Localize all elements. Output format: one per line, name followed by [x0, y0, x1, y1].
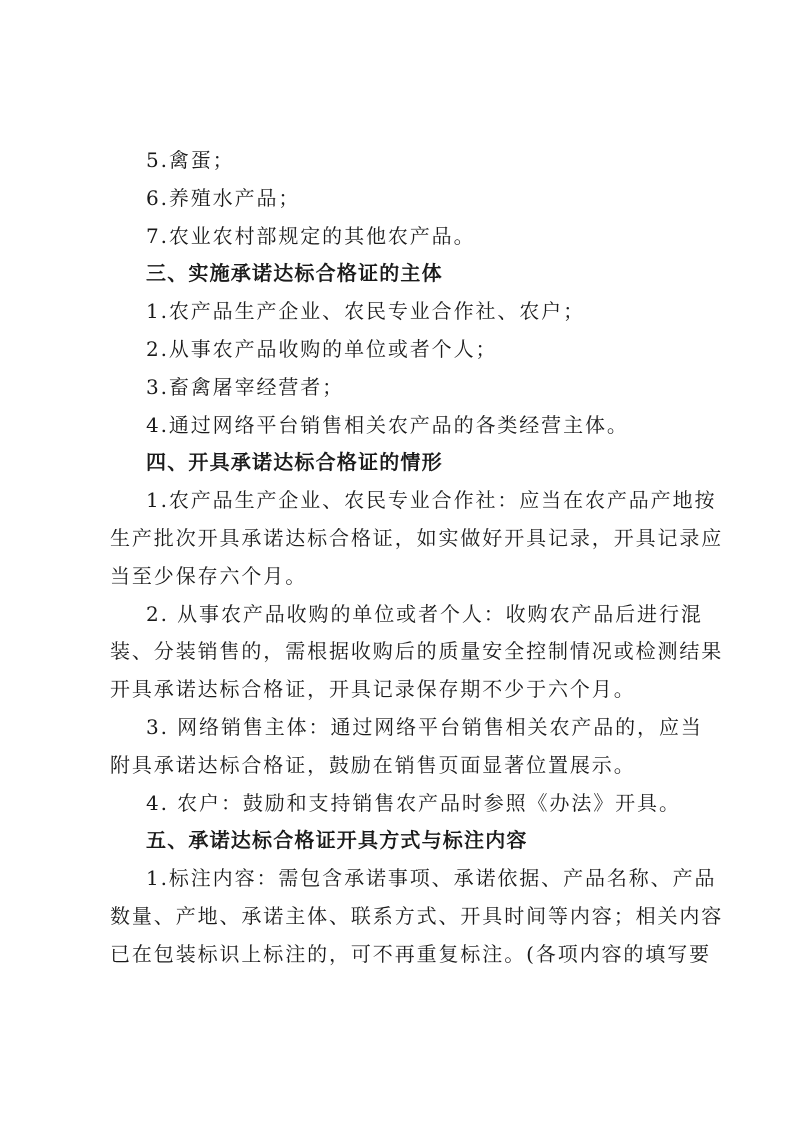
section-heading-4: 四、开具承诺达标合格证的情形 [146, 450, 443, 475]
paragraph-line: 已在包装标识上标注的，可不再重复标注。(各项内容的填写要 [110, 941, 712, 966]
list-item: 2.从事农产品收购的单位或者个人； [146, 336, 498, 361]
document-body [110, 142, 724, 974]
section-heading-3: 三、实施承诺达标合格证的主体 [146, 261, 443, 286]
paragraph-line: 当至少保存六个月。 [110, 563, 308, 588]
paragraph-line: 3. 网络销售主体：通过网络平台销售相关农产品的，应当 [146, 714, 703, 739]
paragraph-line: 附具承诺达标合格证，鼓励在销售页面显著位置展示。 [110, 752, 636, 777]
paragraph-line: 生产批次开具承诺达标合格证，如实做好开具记录，开具记录应 [110, 525, 724, 550]
paragraph-line: 装、分装销售的，需根据收购后的质量安全控制情况或检测结果 [110, 639, 724, 664]
list-item: 7.农业农村部规定的其他农产品。 [146, 223, 476, 248]
list-item: 6.养殖水产品； [146, 185, 301, 210]
paragraph-line: 数量、产地、承诺主体、联系方式、开具时间等内容；相关内容 [110, 903, 724, 928]
list-item: 5.禽蛋； [146, 148, 235, 172]
list-item: 3.畜禽屠宰经营者； [146, 374, 345, 399]
paragraph-line: 4. 农户：鼓励和支持销售农产品时参照《办法》开具。 [146, 790, 681, 815]
list-item: 1.农产品生产企业、农民专业合作社、农户； [146, 299, 585, 324]
list-item: 4.通过网络平台销售相关农产品的各类经营主体。 [146, 412, 629, 437]
paragraph-line: 开具承诺达标合格证，开具记录保存期不少于六个月。 [110, 677, 636, 702]
section-heading-5: 五、承诺达标合格证开具方式与标注内容 [146, 828, 528, 853]
paragraph-line: 2. 从事农产品收购的单位或者个人：收购农产品后进行混 [146, 601, 703, 626]
paragraph-line: 1.农产品生产企业、农民专业合作社：应当在农产品产地按 [146, 488, 717, 513]
paragraph-line: 1.标注内容：需包含承诺事项、承诺依据、产品名称、产品 [146, 866, 717, 891]
